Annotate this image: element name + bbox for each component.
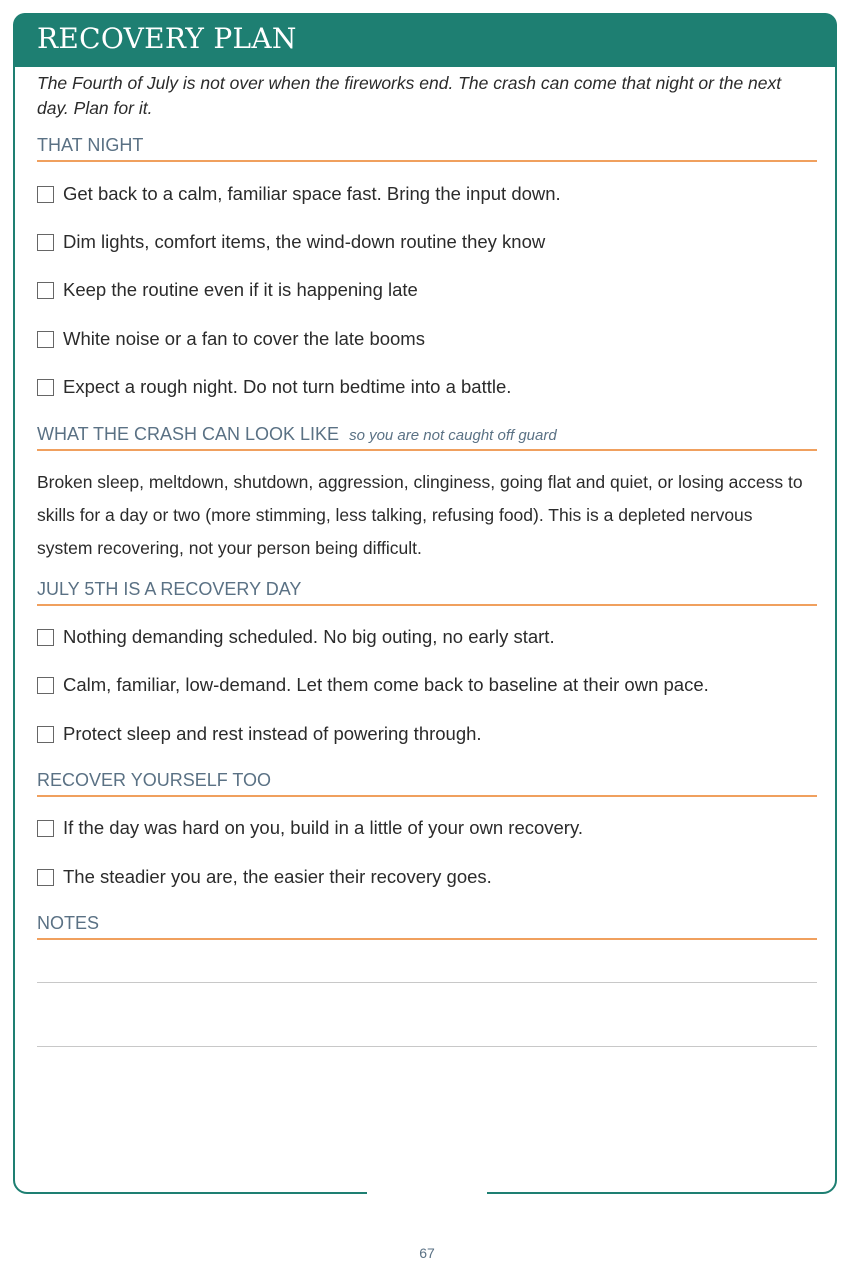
checkbox[interactable] [37,629,54,646]
checklist-item[interactable] [37,815,827,841]
checklist-item-label: The steadier you are, the easier their recovery goes. [63,866,492,887]
section-heading-label: NOTES [37,913,100,933]
checklist-item[interactable] [37,374,827,400]
crash-description: Broken sleep, meltdown, shutdown, aggression, clinginess, going flat and quiet, or losing access to skills for a day or two (more stimming, less talking, refusing food). This is a depleted nervous system recovering, not your person being difficult. [37,472,803,558]
section-heading-label: WHAT THE CRASH CAN LOOK LIKE [37,424,340,444]
notes-line[interactable] [37,1046,817,1047]
section-heading-crash [37,424,817,451]
checkbox[interactable] [37,869,54,886]
checkbox[interactable] [37,677,54,694]
frame-gap [367,1186,487,1198]
checklist-item-label: Nothing demanding scheduled. No big outing, no early start. [63,626,555,647]
checklist-item[interactable] [37,181,827,207]
checklist-item-label: White noise or a fan to cover the late booms [63,328,425,349]
checklist-item[interactable] [37,277,827,303]
checkbox[interactable] [37,379,54,396]
page-title: RECOVERY PLAN [37,22,297,55]
intro-text: The Fourth of July is not over when the fireworks end. The crash can come that night or the next day. Plan for it. [37,73,782,118]
section-heading-july5 [37,579,817,606]
checkbox[interactable] [37,820,54,837]
checkbox[interactable] [37,234,54,251]
checklist-item-label: If the day was hard on you, build in a little of your own recovery. [63,817,583,838]
checklist-item-label: Keep the routine even if it is happening late [63,279,418,300]
checklist-item-label: Get back to a calm, familiar space fast. Bring the input down. [63,183,561,204]
checkbox[interactable] [37,282,54,299]
section-subheading: so you are not caught off guard [349,427,557,444]
section-heading-label: JULY 5TH IS A RECOVERY DAY [37,579,302,599]
page-number: 67 [419,1245,435,1261]
section-heading-that-night [37,135,817,162]
checklist-item[interactable] [37,326,827,352]
checklist-item[interactable] [37,624,827,650]
checkbox[interactable] [37,726,54,743]
section-heading-notes [37,913,817,940]
checklist-item[interactable] [37,864,827,890]
section-heading-yourself [37,770,817,797]
checklist-item-label: Dim lights, comfort items, the wind-down routine they know [63,231,546,252]
section-heading-label: RECOVER YOURSELF TOO [37,770,272,790]
checkbox[interactable] [37,331,54,348]
checklist-item[interactable] [37,721,827,747]
checklist-item[interactable] [37,229,827,255]
checklist-item-label: Protect sleep and rest instead of powering through. [63,723,482,744]
checklist-item[interactable] [37,672,827,698]
section-heading-label: THAT NIGHT [37,135,144,155]
checkbox[interactable] [37,186,54,203]
checklist-item-label: Calm, familiar, low-demand. Let them come back to baseline at their own pace. [63,674,709,695]
checklist-item-label: Expect a rough night. Do not turn bedtime into a battle. [63,376,512,397]
notes-line[interactable] [37,982,817,983]
